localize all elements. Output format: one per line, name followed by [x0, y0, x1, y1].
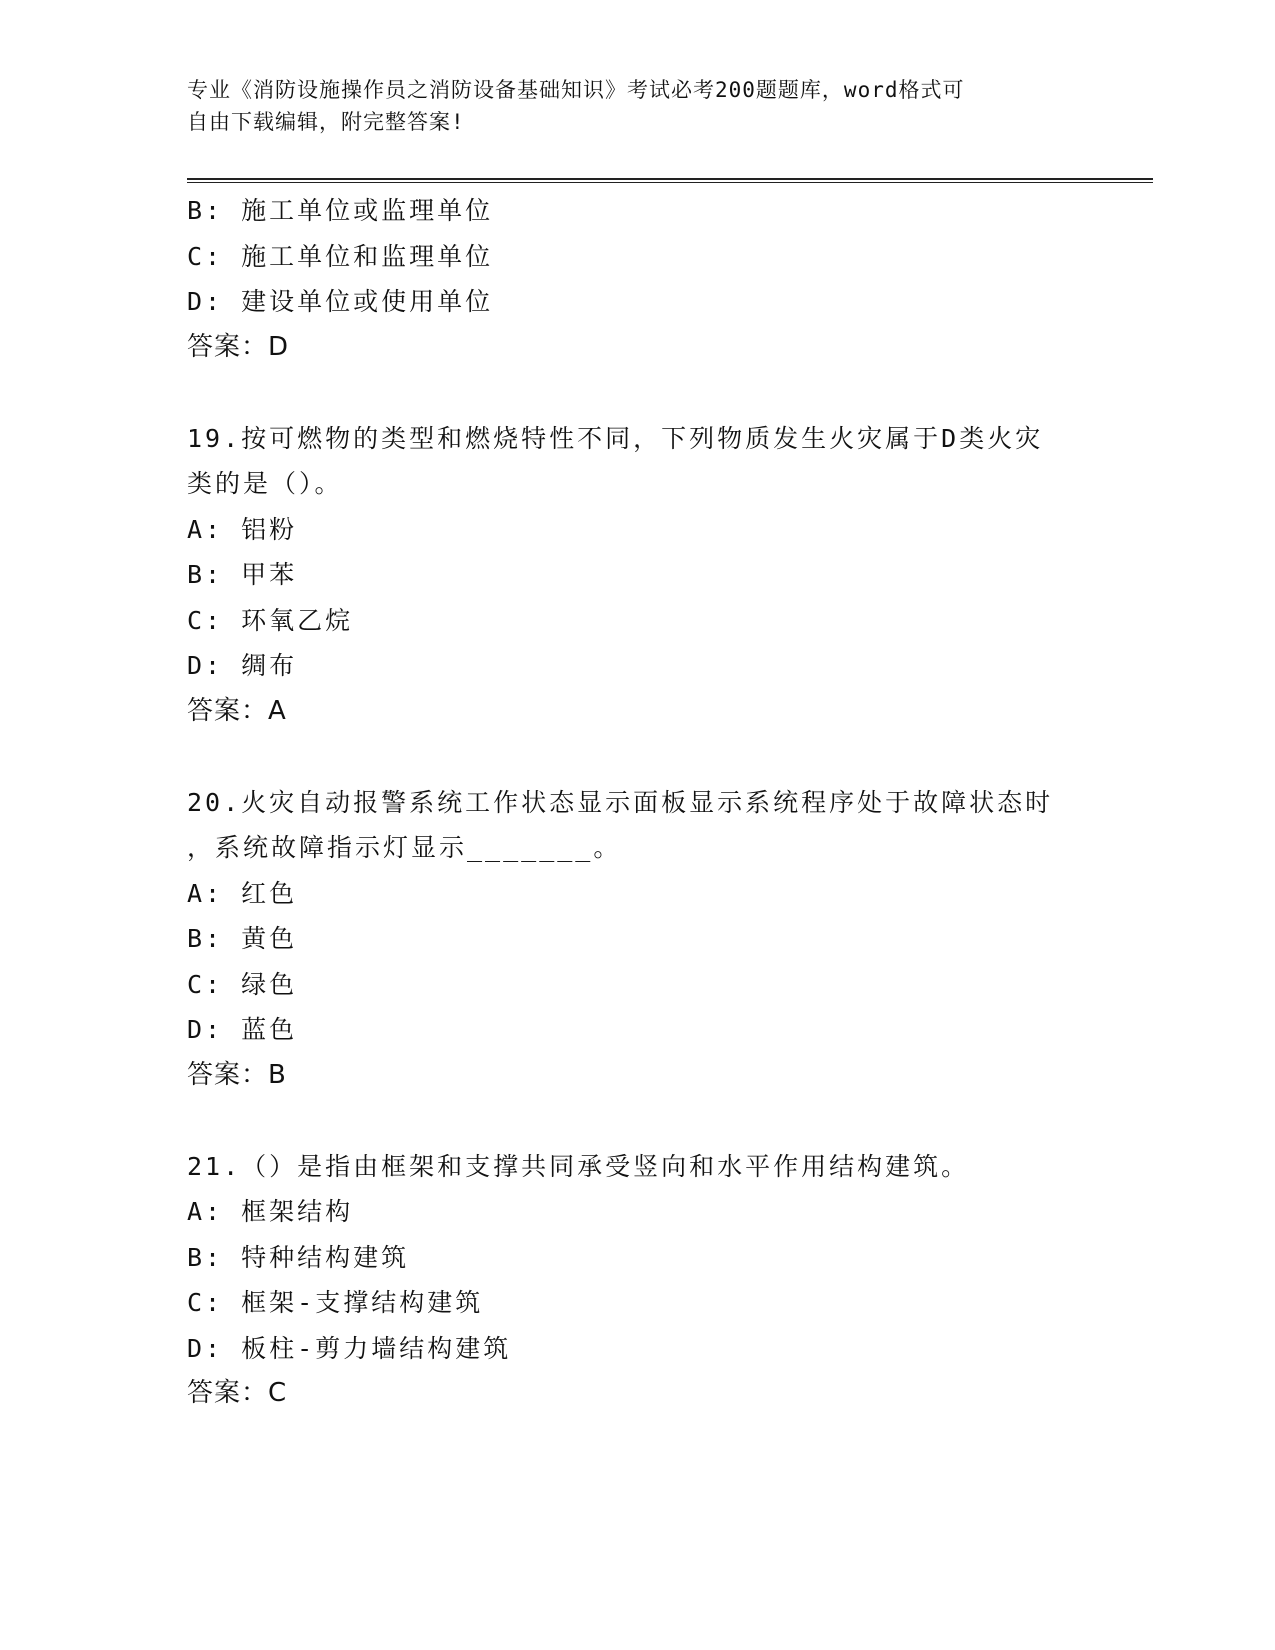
option-d: D: 绸布: [187, 651, 298, 680]
header-line-1: 专业《消防设施操作员之消防设备基础知识》考试必考200题题库，word格式可: [187, 78, 965, 102]
answer-line: 答案：B: [187, 1059, 287, 1090]
option-d: D: 蓝色: [187, 1015, 298, 1044]
option-c: C: 绿色: [187, 969, 298, 999]
question-stem-line-2: 类的是（）。: [187, 469, 343, 498]
question-20: [187, 780, 1087, 1099]
header-line-2: 自由下载编辑，附完整答案!: [187, 110, 465, 134]
option-c: C: 施工单位和监理单位: [187, 241, 494, 271]
question-18-continued: [187, 188, 1087, 370]
question-19: [187, 416, 1087, 735]
question-stem-line-1: 21.（）是指由框架和支撑共同承受竖向和水平作用结构建筑。: [187, 1151, 970, 1181]
question-list: [187, 188, 1087, 1417]
option-a: A: 红色: [187, 878, 298, 908]
option-d: D: 板柱-剪力墙结构建筑: [187, 1333, 512, 1363]
question-stem-line-1: 19.按可燃物的类型和燃烧特性不同，下列物质发生火灾属于D类火灾: [187, 423, 1044, 453]
option-a: A: 铝粉: [187, 514, 298, 544]
question-stem-line-1: 20.火灾自动报警系统工作状态显示面板显示系统程序处于故障状态时: [187, 787, 1054, 817]
option-b: B: 特种结构建筑: [187, 1242, 410, 1272]
option-c: C: 环氧乙烷: [187, 605, 354, 635]
option-b: B: 施工单位或监理单位: [187, 196, 494, 225]
option-d: D: 建设单位或使用单位: [187, 287, 494, 316]
question-21: [187, 1144, 1087, 1417]
document-header: [187, 74, 1067, 138]
answer-line: 答案：A: [187, 695, 287, 726]
answer-line: 答案：D: [187, 331, 290, 362]
question-stem-line-2: ，系统故障指示灯显示_______。: [187, 833, 622, 862]
answer-line: 答案：C: [187, 1378, 288, 1408]
option-b: B: 黄色: [187, 924, 298, 953]
option-b: B: 甲苯: [187, 560, 298, 589]
option-a: A: 框架结构: [187, 1197, 354, 1226]
option-c: C: 框架-支撑结构建筑: [187, 1288, 484, 1317]
header-divider: [187, 178, 1153, 183]
